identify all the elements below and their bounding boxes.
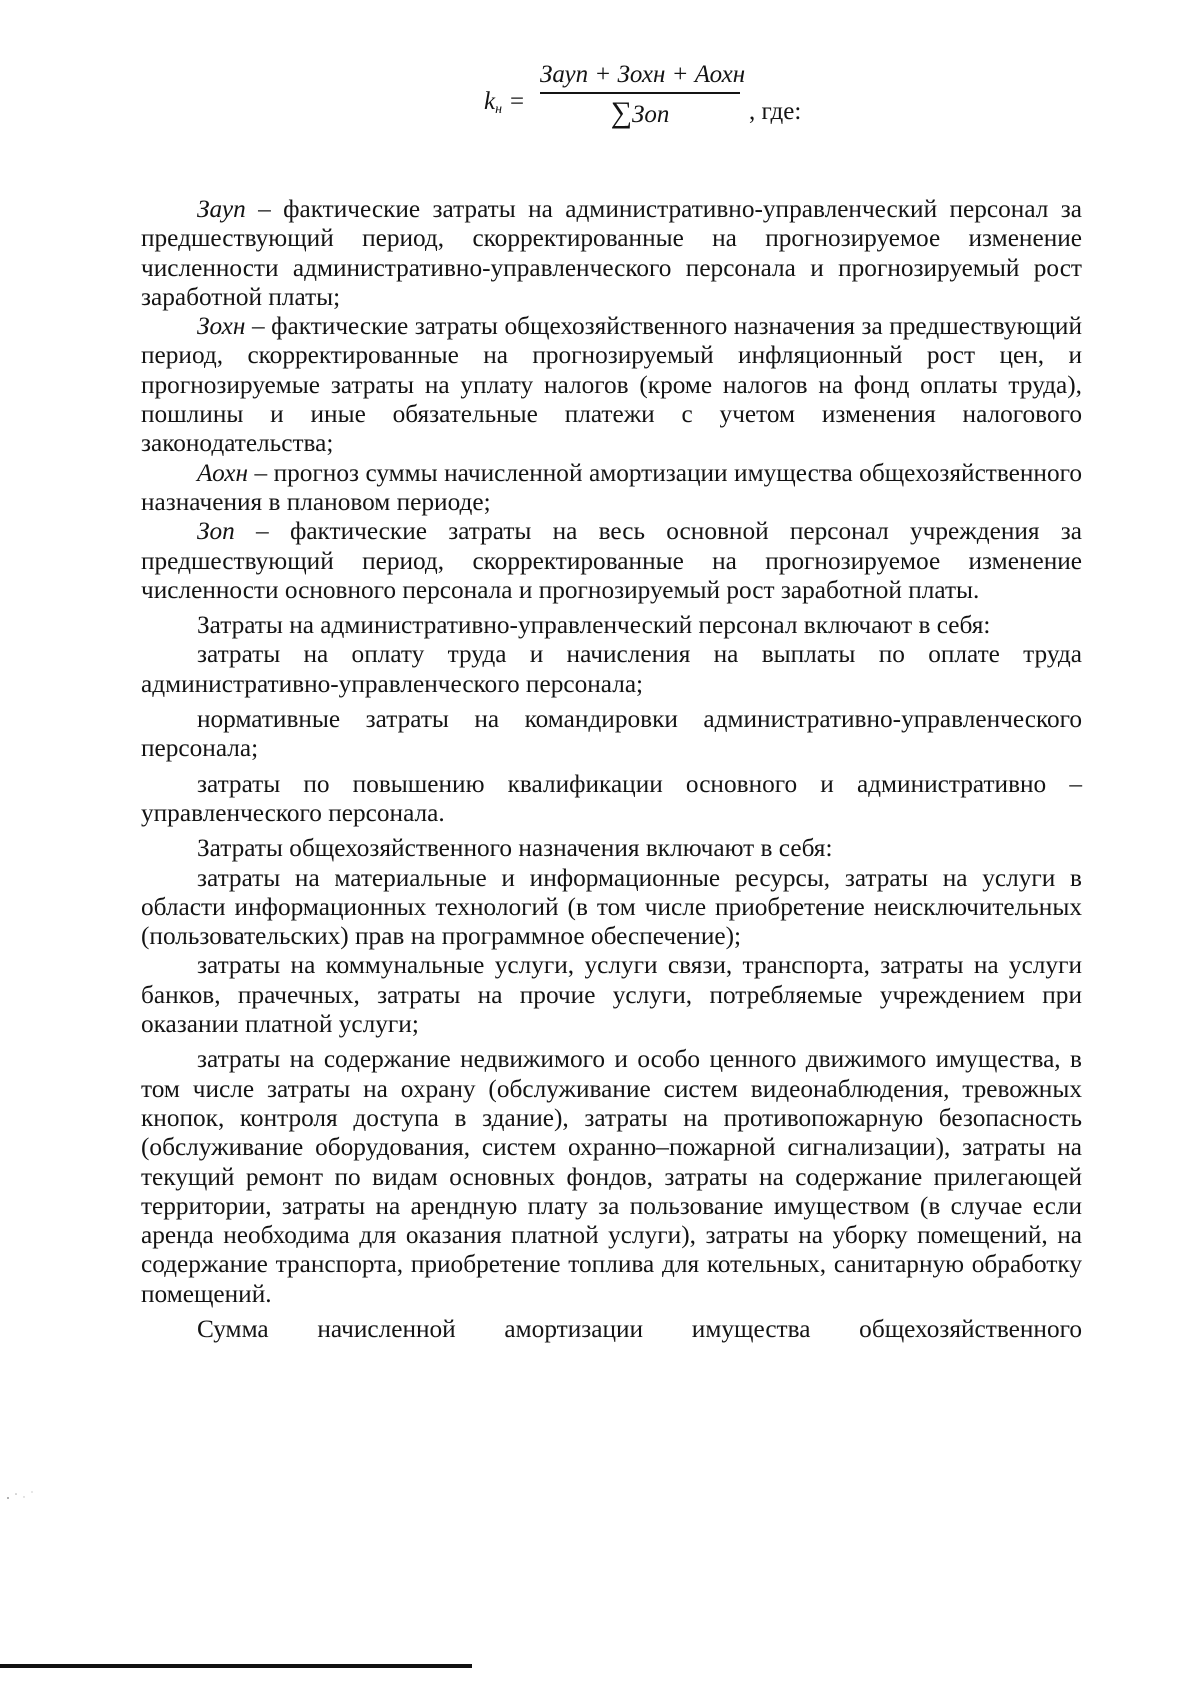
- paragraph-aup-wages: затраты на оплату труда и начисления на выплаты по оплате труда административно-управленческого персонала;: [141, 640, 1082, 698]
- scan-noise: [2, 1478, 42, 1518]
- definition-zohn: Зохн – фактические затраты общехозяйственного назначения за предшествующий период, скорректированные на прогнозируемый инфляционный рост цен, и прогнозируемые затраты на уплату налогов (кроме налогов на фонд оплаты труда), пошлины и иные обязательные платежи с учетом изменения налогового законодательства;: [141, 312, 1082, 458]
- definition-aohn: Аохн – прогноз суммы начисленной амортизации имущества общехозяйственного назначения в плановом периоде;: [141, 458, 1082, 516]
- paragraph-ohn-property: затраты на содержание недвижимого и особо ценного движимого имущества, в том числе затраты на охрану (обслуживание систем видеонаблюдения, тревожных кнопок, контроля доступа в здание), затраты на противопожарную безопасность (обслуживание оборудования, систем охранно–пожарной сигнализации), затраты на текущий ремонт по видам основных фондов, затраты на содержание прилегающей территории, затраты на арендную плату за пользование имуществом (в случае если аренда необходима для оказания платной услуги), затраты на уборку помещений, на содержание транспорта, приобретение топлива для котельных, санитарную обработку помещений.: [141, 1045, 1082, 1308]
- definition-zop: Зоп – фактические затраты на весь основной персонал учреждения за предшествующий период, скорректированные на прогнозируемое изменение численности основного персонала и прогнозируемый рост заработной платы.: [141, 517, 1082, 604]
- formula-tail: , где:: [749, 98, 802, 125]
- paragraph-ohn-services: затраты на коммунальные услуги, услуги связи, транспорта, затраты на услуги банков, прачечных, затраты на прочие услуги, потребляемые учреждением при оказании платной услуги;: [141, 951, 1082, 1039]
- scan-edge-line: [0, 1664, 472, 1668]
- paragraph-ohn-intro: Затраты общехозяйственного назначения включают в себя:: [197, 834, 833, 863]
- formula-numerator: Зауп + Зохн + Аохн: [540, 61, 746, 88]
- fraction-bar: [540, 92, 740, 94]
- paragraph-aup-travel: нормативные затраты на командировки административно-управленческого персонала;: [141, 705, 1082, 763]
- definition-zaup: Зауп – фактические затраты на административно-управленческий персонал за предшествующий период, скорректированные на прогнозируемое изменение численности административно-управленческого персонала и прогнозируемый рост заработной платы;: [141, 195, 1082, 311]
- document-body: [141, 195, 1082, 1344]
- formula-denominator: ∑Зоп: [610, 95, 670, 129]
- paragraph-amortization: Сумма начисленной амортизации имущества общехозяйственного: [197, 1314, 1082, 1343]
- paragraph-ohn-resources: затраты на материальные и информационные ресурсы, затраты на услуги в области информационных технологий (в том числе приобретение неисключительных (пользовательских) прав на программное обеспечение);: [141, 863, 1082, 951]
- formula-lhs: $k_н$ =: [484, 88, 526, 117]
- paragraph-aup-intro: Затраты на административно-управленческий персонал включают в себя:: [197, 611, 991, 640]
- formula-fraction: [540, 61, 746, 129]
- paragraph-aup-training: затраты по повышению квалификации основного и административно – управленческого персонала.: [141, 769, 1082, 827]
